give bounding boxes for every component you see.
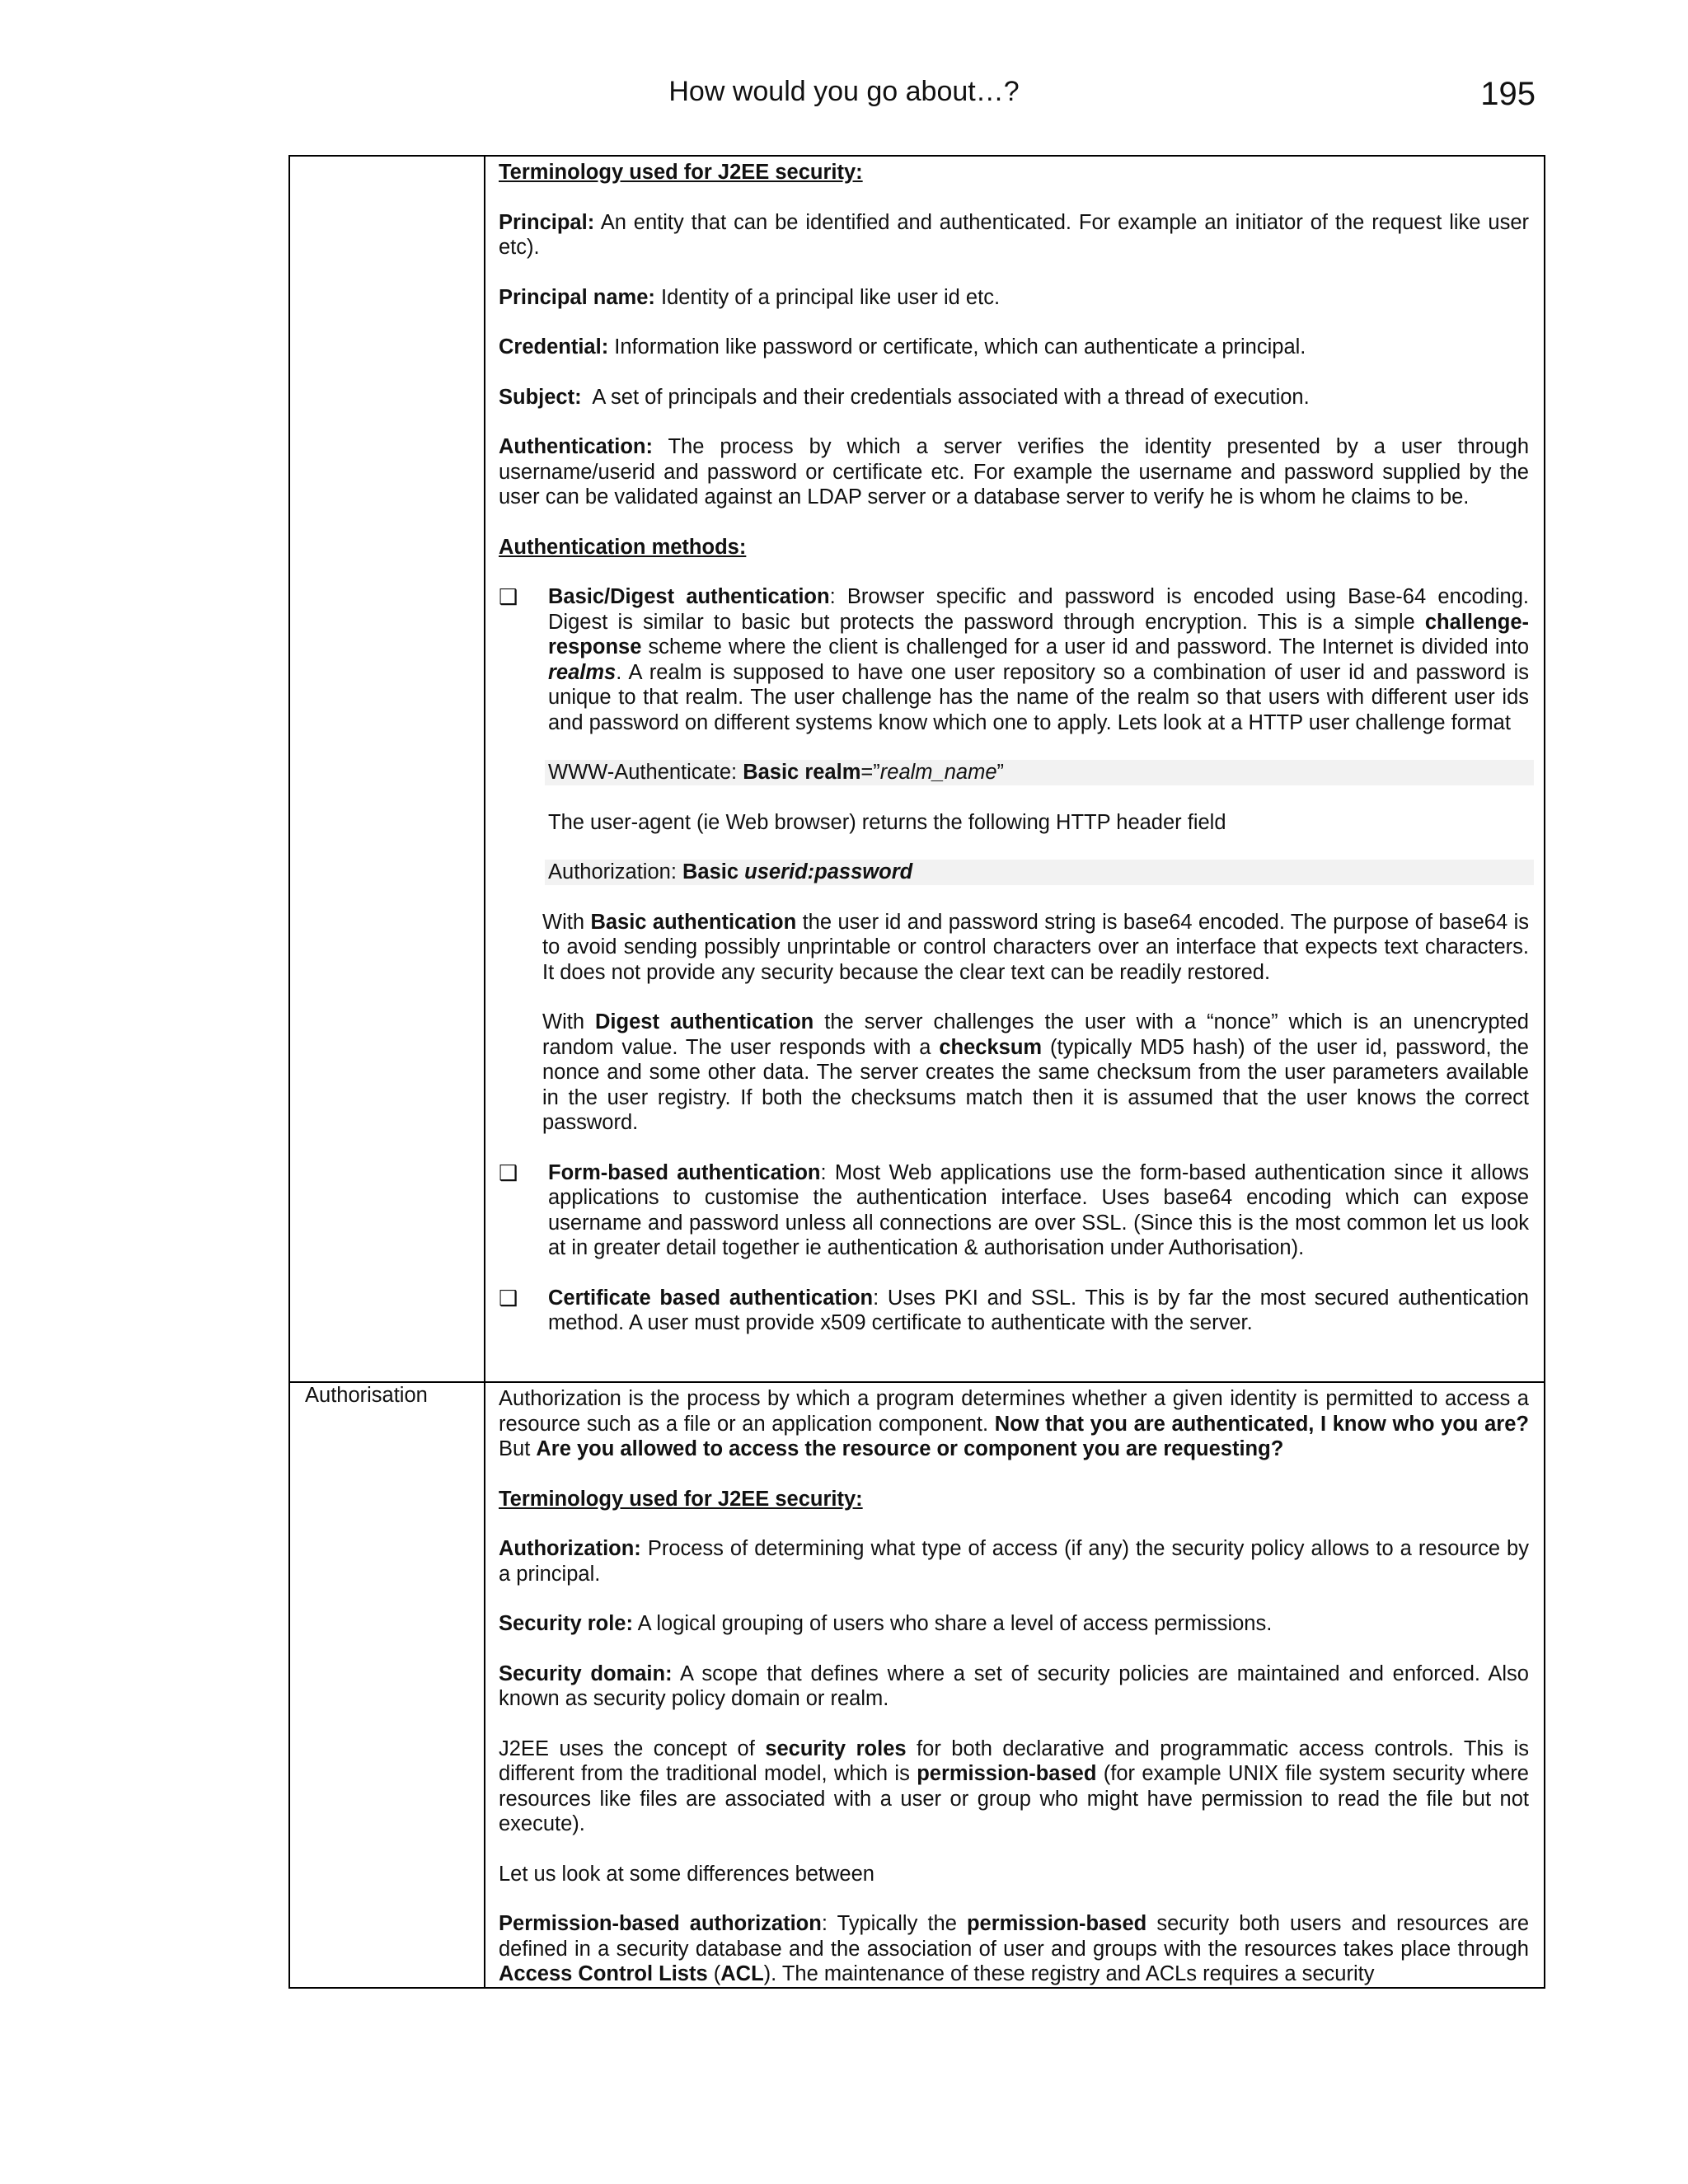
permission-based-paragraph: Permission-based authorization: Typically the permission-based security both users and resources are defined in a security database and the association of user and groups with the resources takes place through Access Control Lists (ACL). The maintenance of these registry and ACLs requires a security (499, 1912, 1529, 1985)
credential-definition: Credential: Information like password or certificate, which can authenticate a principal. (499, 335, 1306, 359)
checkbox-bullet-icon: ❑ (499, 1160, 518, 1185)
authentication-methods-heading: Authentication methods: (499, 535, 747, 559)
list-item-basic-digest: ❑ Basic/Digest authentication: Browser specific and password is encoded using Base-64 encoding. Digest is similar to basic but protects the password through encryption. This is a simple challenge-response scheme where the client is challenged for a user id and password. The Internet is divided into realms. A realm is supposed to have one user repository so a combination of user id and password is unique to that realm. The user challenge has the name of the realm so that users with different user ids and password on different systems know which one to apply. Lets look at a HTTP user challenge format (499, 584, 1529, 734)
page-number: 195 (1480, 76, 1536, 112)
row-label-cell (289, 156, 485, 1382)
row-content-cell (485, 156, 1545, 1382)
checkbox-bullet-icon: ❑ (499, 1285, 518, 1310)
row-label-authorisation: Authorisation (305, 1384, 428, 1407)
checkbox-bullet-icon: ❑ (499, 584, 518, 609)
principal-definition: Principal: An entity that can be identified and authenticated. For example an initiator of the request like user etc). (499, 210, 1529, 259)
security-table (288, 155, 1545, 1989)
list-item-certificate: ❑ Certificate based authentication: Uses PKI and SSL. This is by far the most secured authentication method. A user must provide x509 certificate to authenticate with the server. (499, 1285, 1529, 1334)
user-agent-text: The user-agent (ie Web browser) returns the following HTTP header field (548, 810, 1226, 834)
list-item-form-based: ❑ Form-based authentication: Most Web applications use the form-based authentication since it allows applications to customise the authentication interface. Uses base64 encoding which can expose username and password unless all connections are over SSL. (Since this is the most common let us look at in greater detail together ie authentication & authorisation under Authorisation). (499, 1160, 1529, 1259)
basic-auth-paragraph: With Basic authentication the user id and password string is base64 encoded. The purpose of base64 is to avoid sending possibly unprintable or control characters over an interface that expects text characters. It does not provide any security because the clear text can be readily restored. (542, 910, 1529, 984)
table-row-authentication (289, 156, 1545, 1382)
security-domain-definition: Security domain: A scope that defines where a set of security policies are maintained and enforced. Also known as security policy domain or realm. (499, 1661, 1529, 1710)
principal-name-definition: Principal name: Identity of a principal like user id etc. (499, 285, 1001, 309)
row-content-cell (485, 1382, 1545, 1988)
authorization-intro: Authorization is the process by which a program determines whether a given identity is permitted to access a resource such as a file or an application component. Now that you are authenticated, I know who you are? But Are you allowed to access the resource or component you are requesting? (499, 1387, 1529, 1460)
digest-auth-paragraph: With Digest authentication the server challenges the user with a “nonce” which is an unencrypted random value. The user responds with a checksum (typically MD5 hash) of the user id, password, the nonce and some other data. The server creates the same checksum from the user parameters available in the user registry. If both the checksums match then it is assumed that the user knows the correct password. (542, 1010, 1529, 1134)
j2ee-roles-paragraph: J2EE uses the concept of security roles for both declarative and programmatic access controls. This is different from the traditional model, which is permission-based (for example UNIX file system security where resources like files are associated with a user or group who might have permission to read the file but not execute). (499, 1736, 1529, 1835)
subject-definition: Subject: A set of principals and their credentials associated with a thread of execution. (499, 385, 1310, 409)
row-label-cell (289, 1382, 485, 1988)
www-authenticate-code: WWW-Authenticate: Basic realm=”realm_name” (545, 760, 1534, 785)
page-header-title: How would you go about…? (668, 76, 1020, 107)
differences-intro: Let us look at some differences between (499, 1862, 874, 1886)
table-row-authorisation (289, 1382, 1545, 1988)
authorization-definition: Authorization: Process of determining what type of access (if any) the security policy allows to a resource by a principal. (499, 1537, 1529, 1586)
authentication-definition: Authentication: The process by which a server verifies the identity presented by a user through username/userid and password or certificate etc. For example the username and password supplied by the user can be validated against an LDAP server or a database server to verify he is whom he claims to be. (499, 435, 1529, 509)
authorization-header-code: Authorization: Basic userid:password (545, 860, 1534, 885)
terminology-heading: Terminology used for J2EE security: (499, 161, 863, 184)
security-role-definition: Security role: A logical grouping of users who share a level of access permissions. (499, 1612, 1273, 1635)
terminology-heading: Terminology used for J2EE security: (499, 1487, 863, 1511)
